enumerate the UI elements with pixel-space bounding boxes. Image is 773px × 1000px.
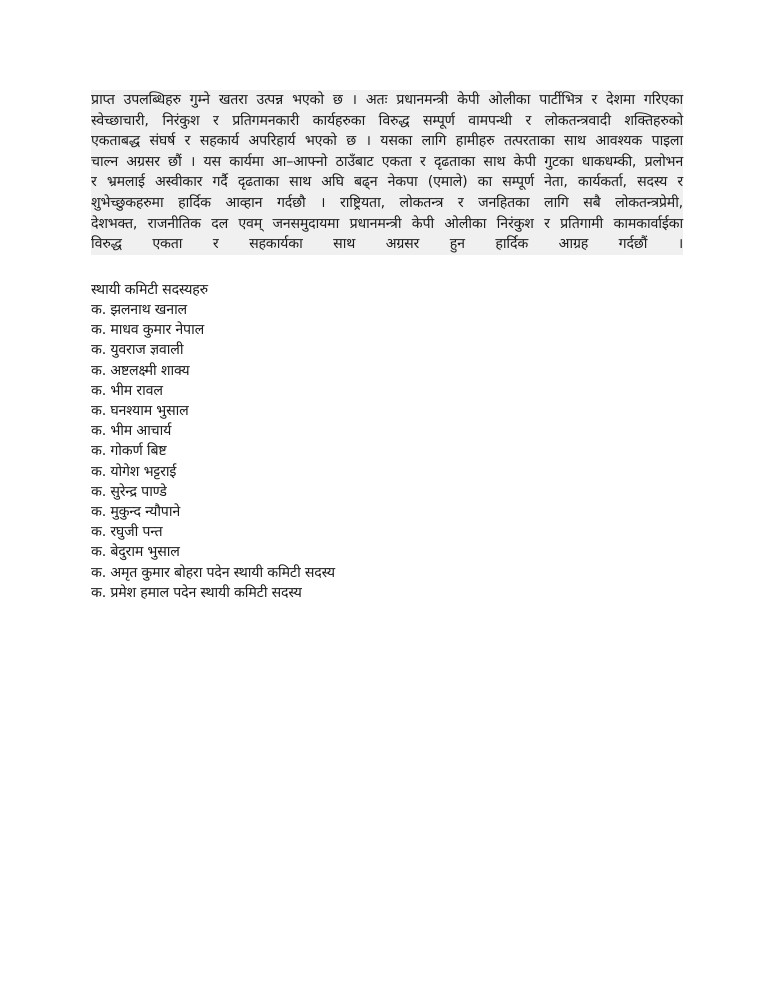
member-item: क. प्रमेश हमाल पदेन स्थायी कमिटी सदस्य: [91, 584, 302, 601]
paragraph-line: र भ्रमलाई अस्वीकार गर्दै दृढताका साथ अघि बढ्न नेकपा (एमाले) का सम्पूर्ण नेता, कार्यकर्ता, सदस्य र: [91, 172, 683, 193]
member-item: क. मुकुन्द न्यौपाने: [91, 503, 181, 520]
document-content: [91, 90, 683, 603]
statement-paragraph: [91, 90, 683, 255]
member-item: क. बेदुराम भुसाल: [91, 544, 180, 561]
member-item: क. युवराज ज्ञवाली: [91, 342, 184, 359]
member-item: क. भीम रावल: [91, 382, 163, 399]
member-item: क. माधव कुमार नेपाल: [91, 322, 204, 339]
paragraph-line: स्वेच्छाचारी, निरंकुश र प्रतिगमनकारी कार्यहरुका विरुद्ध सम्पूर्ण वामपन्थी र लोकतन्त्रवादी शक्तिहरुको: [91, 111, 683, 132]
paragraph-line: चाल्न अग्रसर छौं । यस कार्यमा आ–आफ्नो ठाउँबाट एकता र दृढताका साथ केपी गुटका धाकधम्की, प्रलोभन: [91, 152, 683, 173]
paragraph-line: शुभेच्छुकहरुमा हार्दिक आव्हान गर्दछौ । राष्ट्रियता, लोकतन्त्र र जनहितका लागि सबै लोकतन्त्रप्रेमी,: [91, 193, 683, 214]
paragraph-line: एकताबद्ध संघर्ष र सहकार्य अपरिहार्य भएको छ । यसका लागि हामीहरु तत्परताका साथ आवश्यक पाइला: [91, 131, 683, 152]
member-item: क. भीम आचार्य: [91, 423, 172, 440]
member-item: क. रघुजी पन्त: [91, 524, 163, 541]
member-item: क. योगेश भट्टराई: [91, 463, 177, 480]
member-item: क. अमृत कुमार बोहरा पदेन स्थायी कमिटी सदस्य: [91, 564, 335, 581]
committee-section: [91, 280, 683, 603]
paragraph-line: प्राप्त उपलब्धिहरु गुम्ने खतरा उत्पन्न भएको छ । अतः प्रधानमन्त्री केपी ओलीका पार्टीभित्र र देशमा गरिएका: [91, 90, 683, 111]
paragraph-line: विरुद्ध एकता र सहकार्यका साथ अग्रसर हुन हार्दिक आग्रह गर्दछौं ।: [91, 234, 683, 255]
member-item: क. घनश्याम भुसाल: [91, 402, 189, 419]
member-item: क. झलनाथ खनाल: [91, 301, 187, 318]
committee-member-list: [91, 300, 683, 603]
paragraph-line: देशभक्त, राजनीतिक दल एवम् जनसमुदायमा प्रधानमन्त्री केपी ओलीका निरंकुश र प्रतिगामी कामकार्वाईका: [91, 214, 683, 235]
member-item: क. अष्टलक्ष्मी शाक्य: [91, 362, 190, 379]
member-item: क. गोकर्ण बिष्ट: [91, 443, 167, 460]
member-item: क. सुरेन्द्र पाण्डे: [91, 483, 167, 500]
committee-title: स्थायी कमिटी सदस्यहरु: [91, 281, 208, 298]
